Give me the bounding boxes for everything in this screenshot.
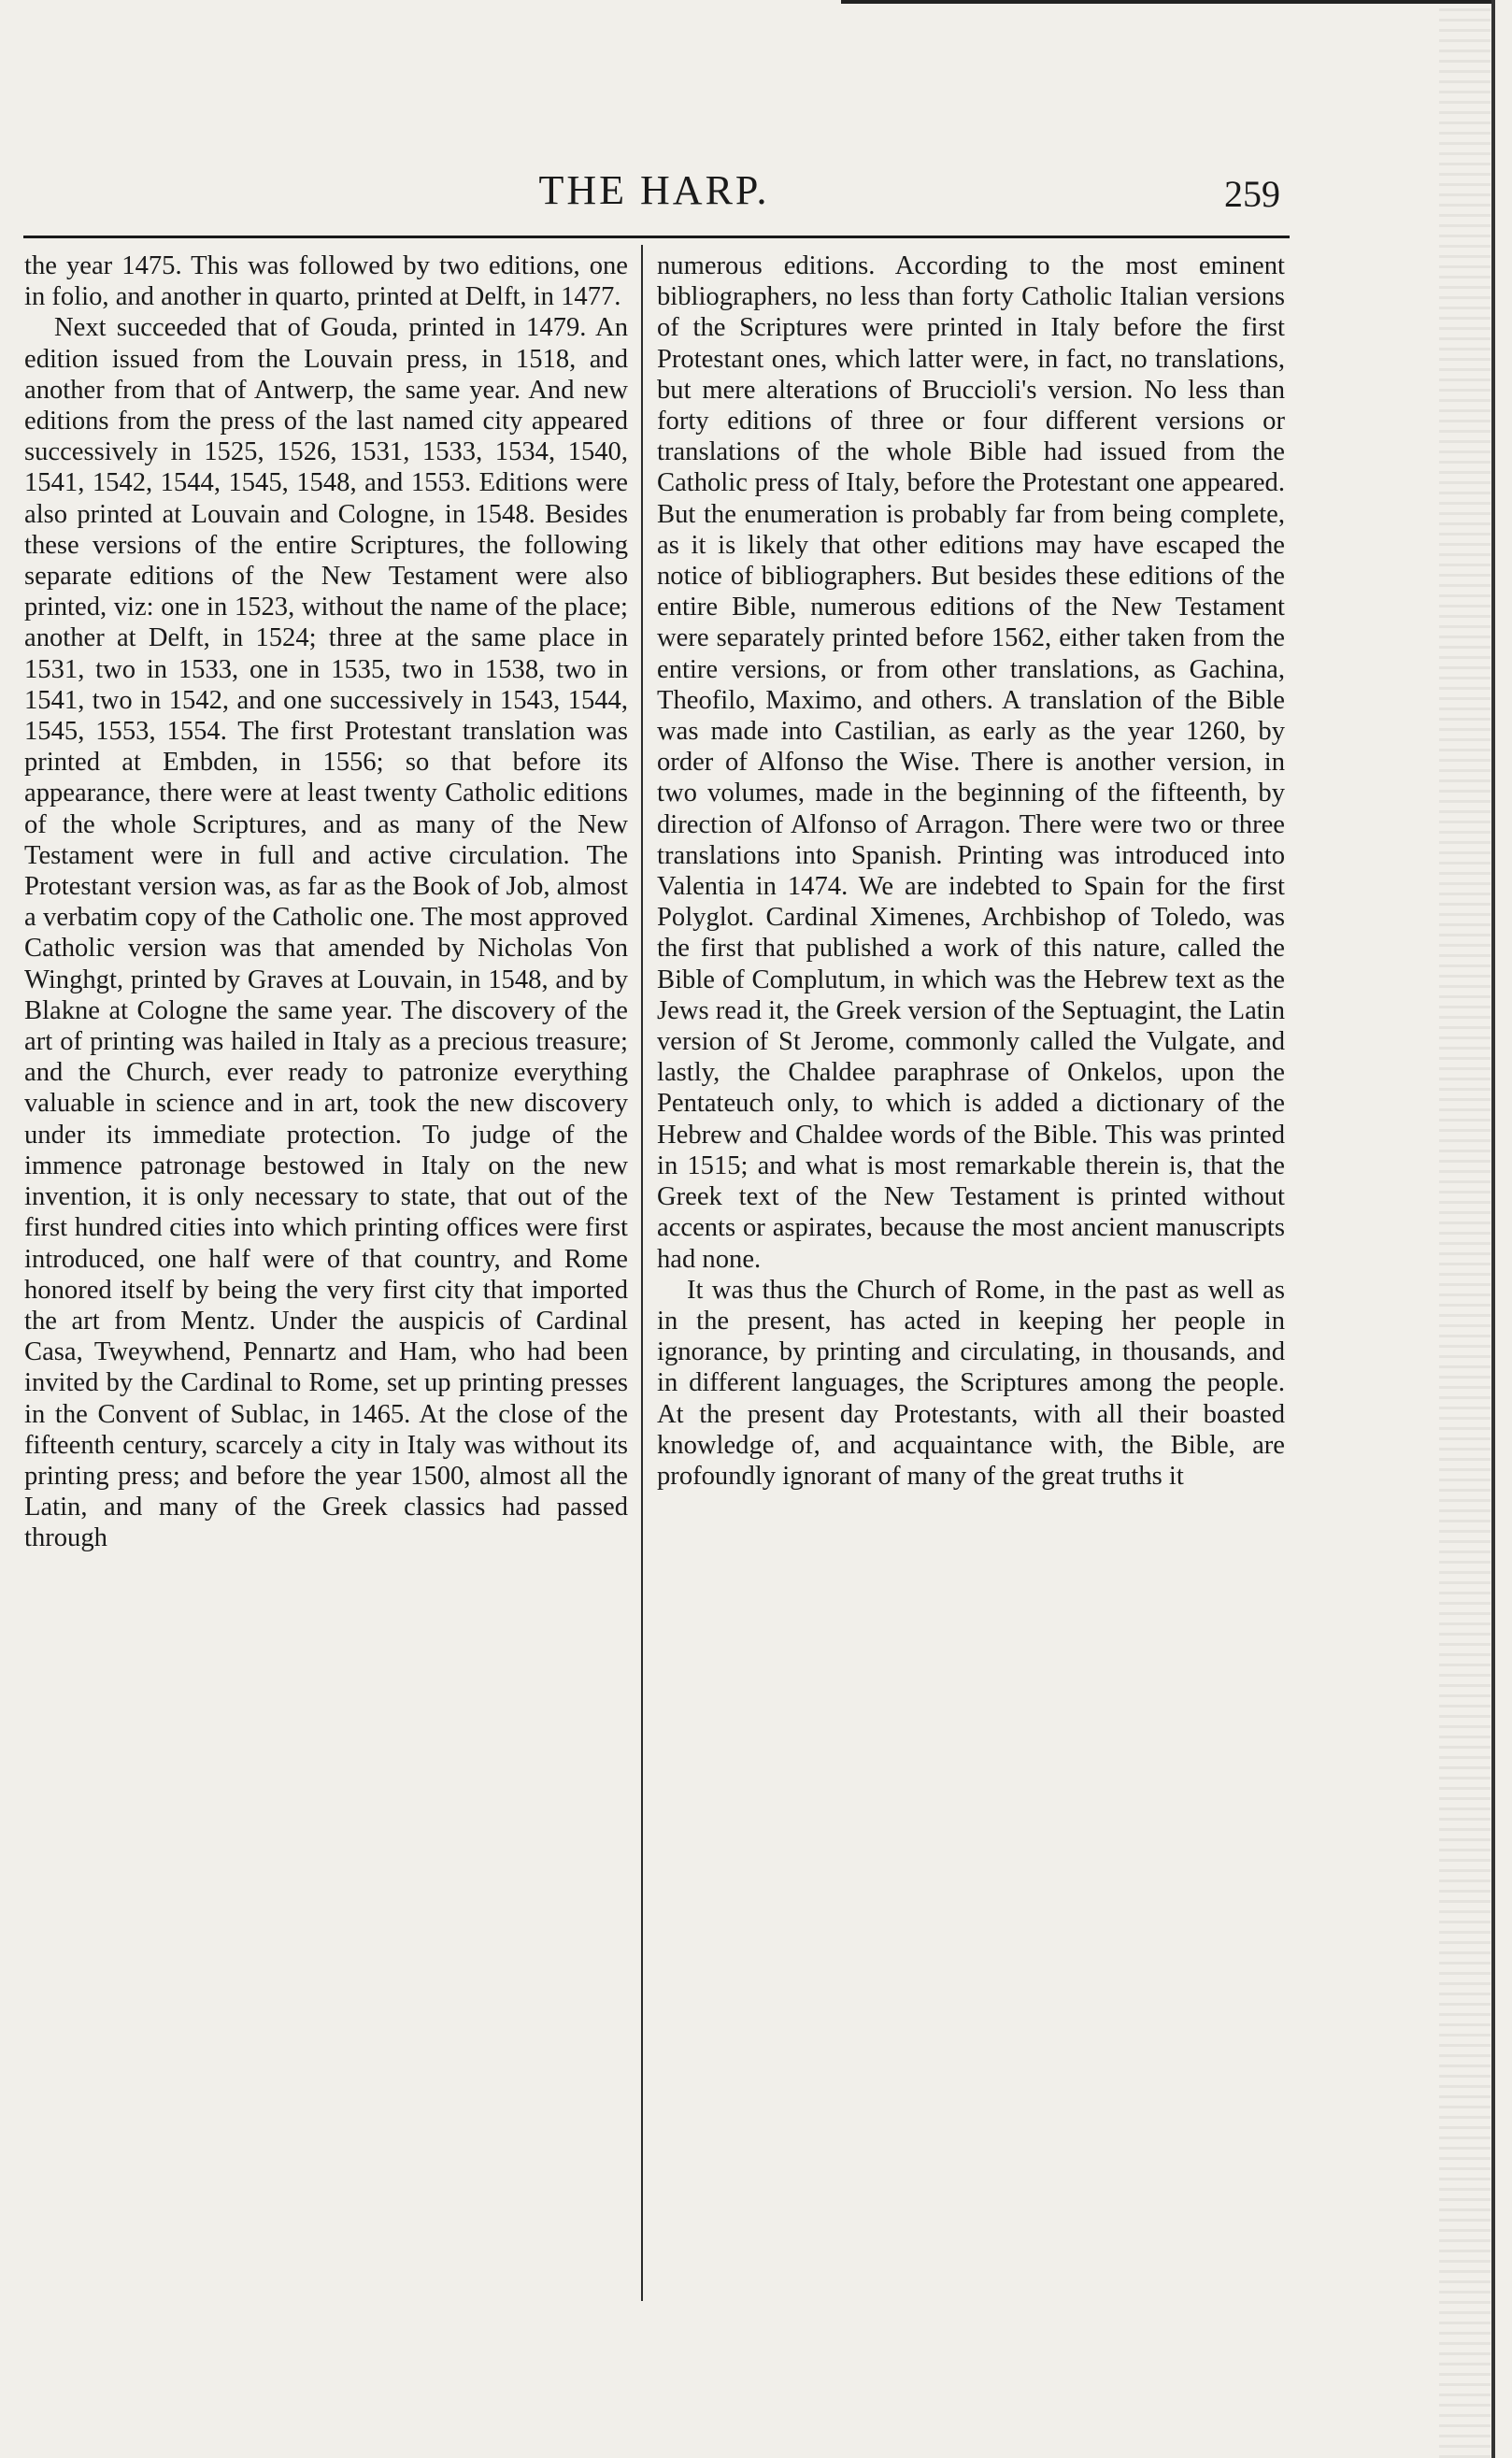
page-number: 259 — [1224, 173, 1280, 215]
left-column — [24, 250, 628, 2316]
right-column — [657, 250, 1285, 2316]
scan-edge-noise — [1439, 0, 1491, 2458]
left-paragraph-2: Next succeeded that of Gouda, printed in 1479. An edition issued from the Louvain press, in 1518, and another from that of Antwerp, the same year. And new editions from the press of the last named city appeared successively in 1525, 1526, 1531, 1533, 1534, 1540, 1541, 1542, 1544, 1545, 1548, and 1553. Editions were also printed at Louvain and Cologne, in 1548. Besides these versions of the entire Scriptures, the following separate editions of the New Testament were also printed, viz: one in 1523, without the name of the place; another at Delft, in 1524; three at the same place in 1531, two in 1533, one in 1535, two in 1538, two in 1541, two in 1542, and one successively in 1543, 1544, 1545, 1553, 1554. The first Protestant translation was printed at Embden, in 1556; so that before its appearance, there were at least twenty Catholic editions of the whole Scriptures, and as many of the New Testament were in full and active circulation. The Protestant version was, as far as the Book of Job, almost a verbatim copy of the Catholic one. The most approved Catholic version was that amended by Nicholas Von Winghgt, printed by Graves at Louvain, in 1548, and by Blakne at Cologne the same year. The discovery of the art of printing was hailed in Italy as a precious treasure; and the Church, ever ready to patronize everything valuable in science and in art, took the new discovery under its immediate protection. To judge of the immence patronage bestowed in Italy on the new invention, it is only necessary to state, that out of the first hundred cities into which printing offices were first introduced, one half were of that country, and Rome honored itself by being the very first city that imported the art from Mentz. Under the auspicis of Cardinal Casa, Tweywhend, Pennartz and Ham, who had been invited by the Cardinal to Rome, set up printing presses in the Convent of Sublac, in 1465. At the close of the fifteenth century, scarcely a city in Italy was without its printing press; and before the year 1500, almost all the Latin, and many of the Greek classics had passed through — [24, 313, 628, 1553]
right-border-rule — [1491, 0, 1495, 2458]
left-paragraph-1: the year 1475. This was followed by two editions, one in folio, and another in quarto, printed at Delft, in 1477. — [24, 251, 628, 312]
right-paragraph-2: It was thus the Church of Rome, in the past as well as in the present, has acted in keeping her people in ignorance, by printing and circulating, in thousands, and in different languages, the Scriptures among the people. At the present day Protestants, with all their boasted knowledge of, and acquaintance with, the Bible, are profoundly ignorant of many of the great truths it — [657, 1275, 1285, 1491]
right-paragraph-1: numerous editions. According to the most eminent bibliographers, no less than forty Catholic Italian versions of the Scriptures were printed in Italy before the first Protestant ones, which latter were, in fact, no translations, but mere alterations of Bruccioli's version. No less than forty editions of three or four different versions or translations of the whole Bible had issued from the Catholic press of Italy, before the Protestant one appeared. But the enumeration is probably far from being complete, as it is likely that other editions may have escaped the notice of bibliographers. But besides these editions of the entire Bible, numerous editions of the New Testament were separately printed before 1562, either taken from the entire versions, or from other translations, as Gachina, Theofilo, Maximo, and others. A translation of the Bible was made into Castilian, as early as the year 1260, by order of Alfonso the Wise. There is another version, in two volumes, made in the beginning of the fifteenth, by direction of Alfonso of Arragon. There were two or three translations into Spanish. Printing was introduced into Valentia in 1474. We are indebted to Spain for the first Polyglot. Cardinal Ximenes, Archbishop of Toledo, was the first that published a work of this nature, called the Bible of Complutum, in which was the Hebrew text as the Jews read it, the Greek version of the Septuagint, the Latin version of St Jerome, commonly called the Vulgate, and lastly, the Chaldee paraphrase of Onkelos, upon the Pentateuch only, to which is added a dictionary of the Hebrew and Chaldee words of the Bible. This was printed in 1515; and what is most remarkable therein is, that the Greek text of the New Testament is printed without accents or aspirates, because the most ancient manuscripts had none. — [657, 251, 1285, 1274]
page-header — [28, 166, 1280, 222]
running-title: THE HARP. — [538, 167, 770, 213]
top-border-rule — [841, 0, 1493, 4]
header-rule — [23, 236, 1290, 238]
column-divider — [641, 245, 643, 2301]
